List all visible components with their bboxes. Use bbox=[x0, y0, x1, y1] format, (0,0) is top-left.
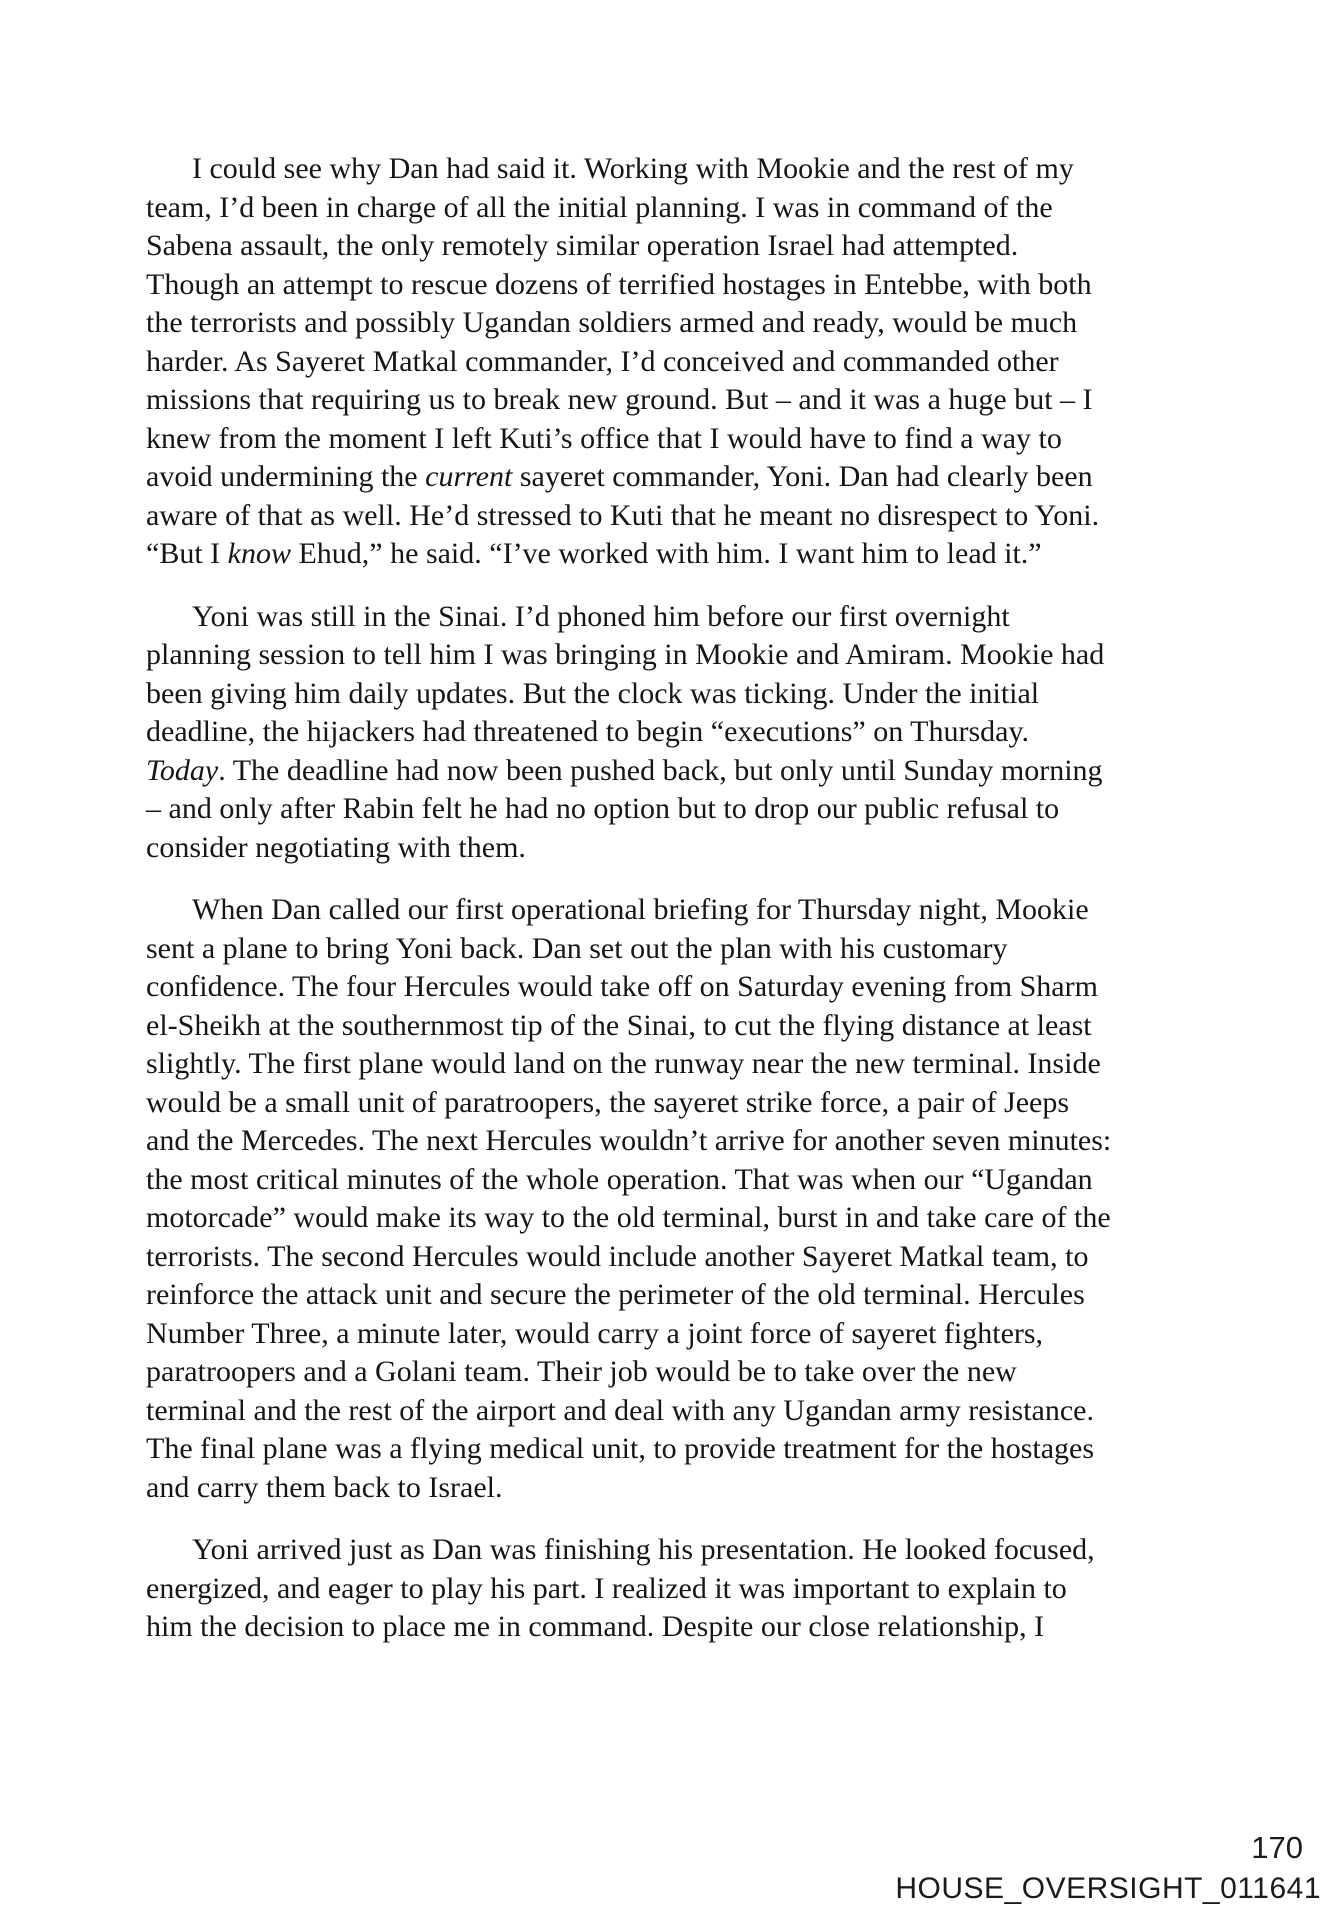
text-line bbox=[146, 1531, 1246, 1570]
text-run: knew from the moment I left Kuti’s office that I would have to find a way to bbox=[146, 421, 1062, 455]
text-run: terminal and the rest of the airport and deal with any Ugandan army resistance. bbox=[146, 1393, 1094, 1427]
text-run: Sabena assault, the only remotely similar operation Israel had attempted. bbox=[146, 229, 1019, 262]
text-run: Number Three, a minute later, would carry a joint force of sayeret fighters, bbox=[146, 1316, 1044, 1350]
text-line bbox=[146, 598, 1246, 637]
text-run: energized, and eager to play his part. I realized it was important to explain to bbox=[146, 1571, 1067, 1605]
text-run: reinforce the attack unit and secure the perimeter of the old terminal. Hercules bbox=[146, 1278, 1085, 1311]
text-run: team, I’d been in charge of all the initial planning. I was in command of the bbox=[146, 190, 1053, 224]
text-line bbox=[146, 381, 1246, 420]
text-run: The final plane was a flying medical unit, to provide treatment for the hostages bbox=[146, 1432, 1095, 1465]
text-line bbox=[146, 1238, 1246, 1277]
text-line bbox=[146, 829, 1246, 868]
italic-text-run: Today bbox=[146, 753, 219, 787]
text-line bbox=[146, 1045, 1246, 1084]
text-line bbox=[146, 189, 1246, 228]
text-line bbox=[146, 968, 1246, 1007]
text-line bbox=[146, 1122, 1246, 1161]
text-run: planning session to tell him I was bringing in Mookie and Amiram. Mookie had bbox=[146, 638, 1105, 671]
text-line bbox=[146, 1007, 1246, 1046]
text-line bbox=[146, 535, 1246, 574]
text-line bbox=[146, 1353, 1246, 1392]
text-line bbox=[146, 675, 1246, 714]
text-line bbox=[146, 497, 1246, 536]
text-line bbox=[146, 1276, 1246, 1315]
text-run: harder. As Sayeret Matkal commander, I’d conceived and commanded other bbox=[146, 344, 1059, 378]
text-line bbox=[146, 150, 1246, 189]
text-line bbox=[146, 458, 1246, 497]
text-run: el-Sheikh at the southernmost tip of the Sinai, to cut the flying distance at least bbox=[146, 1008, 1092, 1042]
text-run: Ehud,” he said. “I’ve worked with him. I want him to lead it.” bbox=[290, 537, 1042, 570]
italic-text-run: current bbox=[425, 460, 513, 493]
text-line bbox=[146, 1430, 1246, 1469]
text-run: and carry them back to Israel. bbox=[146, 1470, 503, 1504]
text-line bbox=[146, 636, 1246, 675]
page-text bbox=[146, 150, 1246, 1671]
text-line bbox=[146, 790, 1246, 829]
text-run: and the Mercedes. The next Hercules wouldn’t arrive for another seven minutes: bbox=[146, 1124, 1112, 1157]
text-run: . The deadline had now been pushed back, but only until Sunday morning bbox=[218, 753, 1103, 787]
text-line bbox=[146, 752, 1246, 791]
paragraph bbox=[146, 1531, 1246, 1647]
text-run: deadline, the hijackers had threatened to begin “executions” on Thursday. bbox=[146, 715, 1030, 748]
text-line bbox=[146, 227, 1246, 266]
bates-stamp-watermark: HOUSE_OVERSIGHT_011641 bbox=[895, 1872, 1321, 1905]
text-line bbox=[146, 891, 1246, 930]
text-run: the most critical minutes of the whole operation. That was when our “Ugandan bbox=[146, 1162, 1093, 1196]
text-run: I could see why Dan had said it. Working with Mookie and the rest of my bbox=[192, 152, 1074, 185]
paragraph bbox=[146, 150, 1246, 574]
text-run: “But I bbox=[146, 537, 228, 570]
text-line bbox=[146, 1199, 1246, 1238]
text-line bbox=[146, 1392, 1246, 1431]
text-run: sayeret commander, Yoni. Dan had clearly been bbox=[512, 460, 1093, 493]
text-line bbox=[146, 1469, 1246, 1508]
text-line bbox=[146, 930, 1246, 969]
text-line bbox=[146, 1570, 1246, 1609]
text-run: terrorists. The second Hercules would include another Sayeret Matkal team, to bbox=[146, 1239, 1089, 1273]
text-run: consider negotiating with them. bbox=[146, 830, 526, 864]
text-run: Though an attempt to rescue dozens of terrified hostages in Entebbe, with both bbox=[146, 267, 1092, 301]
text-run: paratroopers and a Golani team. Their job would be to take over the new bbox=[146, 1355, 1017, 1388]
text-line bbox=[146, 266, 1246, 305]
text-line bbox=[146, 713, 1246, 752]
text-line bbox=[146, 420, 1246, 459]
text-line bbox=[146, 343, 1246, 382]
text-line bbox=[146, 1608, 1246, 1647]
text-run: missions that requiring us to break new ground. But – and it was a huge but – I bbox=[146, 383, 1093, 416]
text-run: slightly. The first plane would land on the runway near the new terminal. Inside bbox=[146, 1047, 1101, 1080]
text-run: motorcade” would make its way to the old terminal, burst in and take care of the bbox=[146, 1201, 1111, 1234]
paragraph bbox=[146, 891, 1246, 1507]
italic-text-run: know bbox=[227, 537, 291, 570]
text-run: sent a plane to bring Yoni back. Dan set out the plan with his customary bbox=[146, 931, 1008, 965]
text-run: been giving him daily updates. But the clock was ticking. Under the initial bbox=[146, 676, 1040, 710]
text-run: Yoni was still in the Sinai. I’d phoned him before our first overnight bbox=[192, 599, 1010, 633]
text-run: – and only after Rabin felt he had no option but to drop our public refusal to bbox=[146, 792, 1060, 825]
text-line bbox=[146, 1161, 1246, 1200]
text-line bbox=[146, 1315, 1246, 1354]
text-run: avoid undermining the bbox=[146, 460, 426, 493]
paragraph bbox=[146, 598, 1246, 868]
text-line bbox=[146, 304, 1246, 343]
text-run: the terrorists and possibly Ugandan soldiers armed and ready, would be much bbox=[146, 306, 1078, 339]
page-number: 170 bbox=[1251, 1830, 1303, 1865]
text-run: aware of that as well. He’d stressed to Kuti that he meant no disrespect to Yoni. bbox=[146, 498, 1100, 532]
text-run: him the decision to place me in command. Despite our close relationship, I bbox=[146, 1610, 1045, 1643]
text-run: would be a small unit of paratroopers, the sayeret strike force, a pair of Jeeps bbox=[146, 1085, 1069, 1119]
text-run: Yoni arrived just as Dan was finishing his presentation. He looked focused, bbox=[192, 1533, 1095, 1566]
text-run: When Dan called our first operational briefing for Thursday night, Mookie bbox=[192, 893, 1089, 926]
text-run: confidence. The four Hercules would take off on Saturday evening from Sharm bbox=[146, 970, 1098, 1003]
text-line bbox=[146, 1084, 1246, 1123]
